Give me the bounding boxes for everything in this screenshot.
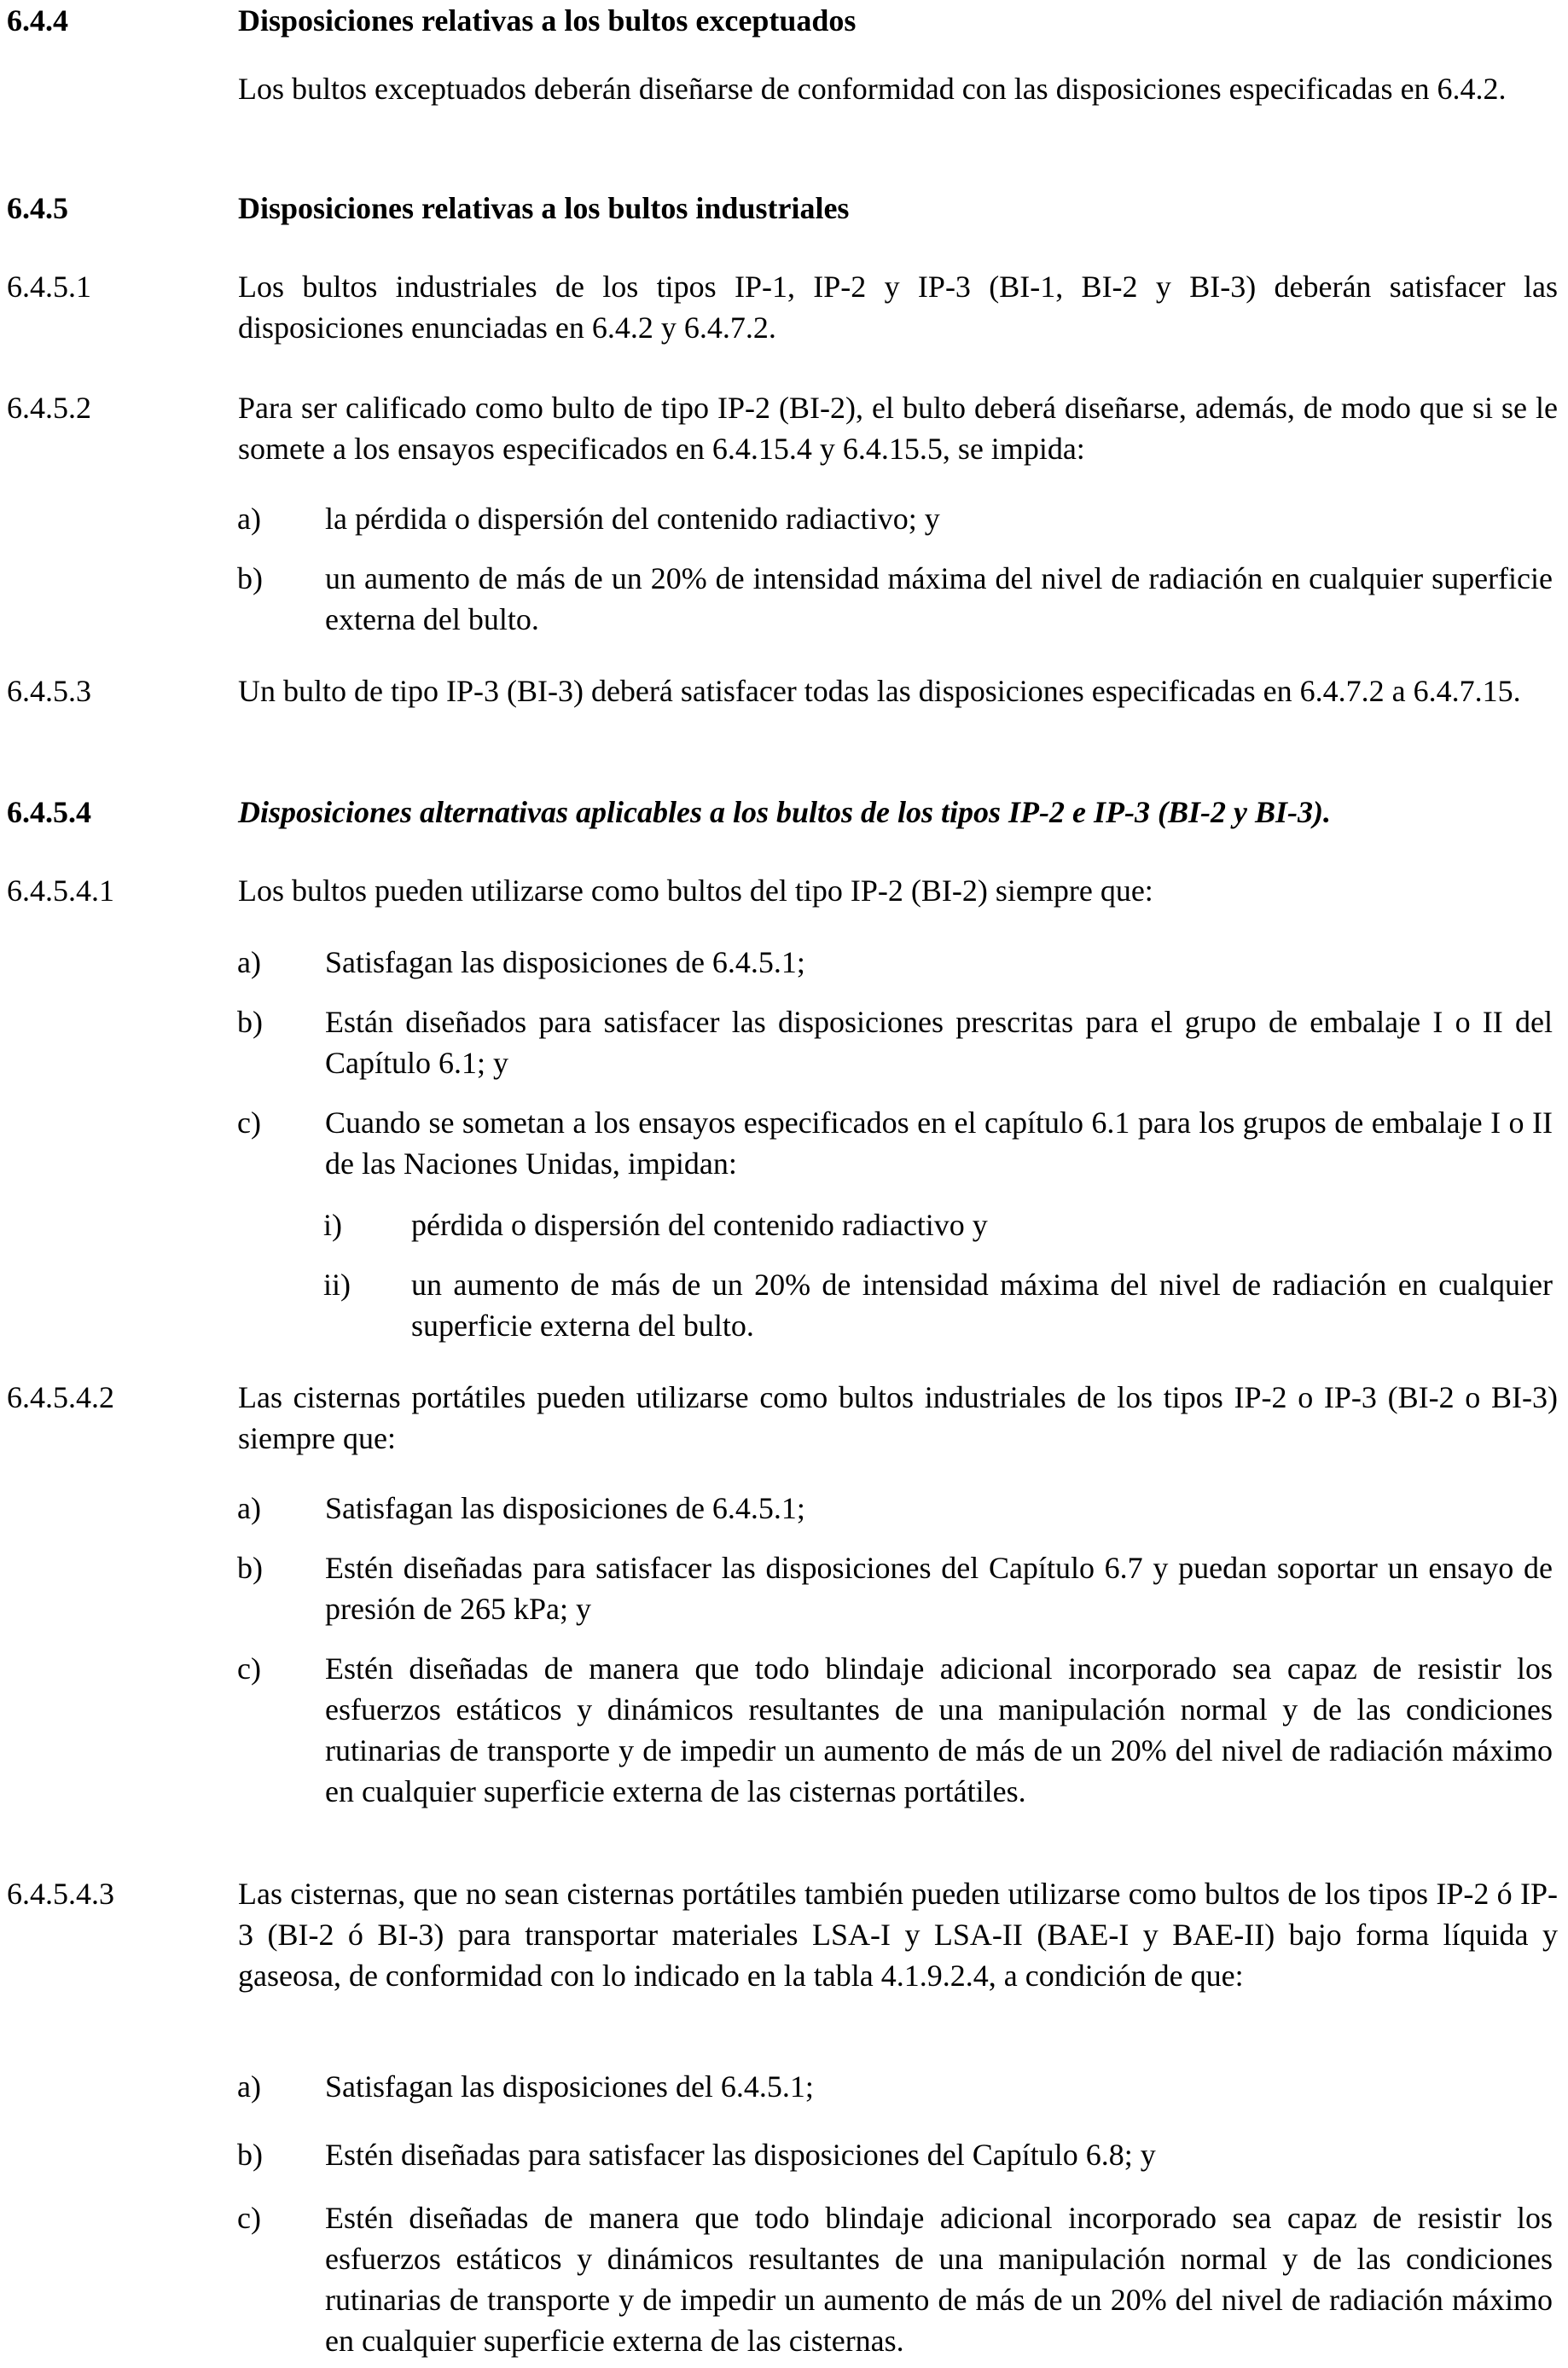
list-item-text: pérdida o dispersión del contenido radiactivo y [411, 1208, 988, 1242]
paragraph-6-4-5-4-1 [7, 870, 1559, 911]
list-marker: c) [237, 1106, 261, 1140]
list-item-text: Satisfagan las disposiciones de 6.4.5.1; [325, 1491, 805, 1525]
list-marker: i) [323, 1208, 342, 1242]
paragraph-6-4-5-4-2 [7, 1377, 1559, 1459]
paragraph-6-4-4 [7, 68, 1559, 109]
paragraph-text: Para ser calificado como bulto de tipo IP-2 (BI-2), el bulto deberá diseñarse, además, de modo que si se le somete a los ensayos especificados en 6.4.15.4 y 6.4.15.5, se impida: [238, 391, 1558, 466]
list-item-text: Estén diseñadas de manera que todo blindaje adicional incorporado sea capaz de resistir los esfuerzos estáticos y dinámicos resultantes de una manipulación normal y de las condiciones rutinarias de transporte y de impedir un aumento de más de un 20% del nivel de radiación máximo en cualquier superficie externa de las cisternas portátiles. [325, 1651, 1553, 1808]
list-marker: a) [237, 2069, 261, 2104]
section-heading-6-4-5-4 [7, 792, 1559, 833]
list-item [237, 1102, 1553, 1184]
paragraph-6-4-5-3 [7, 670, 1559, 711]
list-item-text: Estén diseñadas de manera que todo blindaje adicional incorporado sea capaz de resistir los esfuerzos estáticos y dinámicos resultantes de una manipulación normal y de las condiciones rutinarias de transporte y de impedir un aumento de más de un 20% del nivel de radiación máximo en cualquier superficie externa de las cisternas. [325, 2201, 1553, 2358]
section-heading-6-4-4 [7, 0, 1559, 41]
section-number: 6.4.5.1 [7, 270, 91, 304]
list-item [237, 1547, 1553, 1629]
list-item [237, 1648, 1553, 1812]
paragraph-text: Los bultos exceptuados deberán diseñarse de conformidad con las disposiciones especificadas en 6.4.2. [238, 72, 1507, 106]
section-title: Disposiciones relativas a los bultos exceptuados [238, 3, 857, 38]
list-item [237, 1488, 1553, 1529]
list-item [237, 942, 1553, 983]
section-number: 6.4.5.4.2 [7, 1380, 114, 1414]
list-item-text: Estén diseñadas para satisfacer las disposiciones del Capítulo 6.8; y [325, 2138, 1156, 2172]
list-item [237, 2197, 1553, 2361]
list-item-text: un aumento de más de un 20% de intensidad máxima del nivel de radiación en cualquier superficie externa del bulto. [411, 1268, 1553, 1343]
list-marker: a) [237, 1491, 261, 1525]
list-marker: b) [237, 2138, 263, 2172]
list-item [237, 2134, 1553, 2175]
section-number: 6.4.4 [7, 3, 68, 38]
list-item-text: Satisfagan las disposiciones de 6.4.5.1; [325, 945, 805, 979]
section-number: 6.4.5.3 [7, 674, 91, 708]
sub-list-item [323, 1264, 1553, 1346]
section-title: Disposiciones alternativas aplicables a los bultos de los tipos IP-2 e IP-3 (BI-2 y BI-3). [238, 795, 1331, 829]
list-item-text: la pérdida o dispersión del contenido radiactivo; y [325, 502, 940, 536]
section-number: 6.4.5.2 [7, 391, 91, 425]
paragraph-6-4-5-1 [7, 266, 1559, 348]
paragraph-6-4-5-2 [7, 387, 1559, 469]
list-marker: b) [237, 561, 263, 595]
section-title: Disposiciones relativas a los bultos industriales [238, 191, 850, 225]
list-item [237, 2066, 1553, 2107]
list-marker: a) [237, 502, 261, 536]
paragraph-text: Un bulto de tipo IP-3 (BI-3) deberá satisfacer todas las disposiciones especificadas en 6.4.7.2 a 6.4.7.15. [238, 674, 1521, 708]
paragraph-text: Los bultos pueden utilizarse como bultos del tipo IP-2 (BI-2) siempre que: [238, 873, 1153, 908]
list-item [237, 498, 1553, 539]
section-number: 6.4.5.4 [7, 795, 91, 829]
list-item [237, 558, 1553, 640]
section-heading-6-4-5 [7, 188, 1559, 229]
list-item-text: Cuando se sometan a los ensayos especificados en el capítulo 6.1 para los grupos de embalaje I o II de las Naciones Unidas, impidan: [325, 1106, 1553, 1181]
list-item-text: Están diseñados para satisfacer las disposiciones prescritas para el grupo de embalaje I o II del Capítulo 6.1; y [325, 1005, 1553, 1080]
list-marker: c) [237, 2201, 261, 2235]
list-marker: a) [237, 945, 261, 979]
section-number: 6.4.5.4.1 [7, 873, 114, 908]
paragraph-text: Los bultos industriales de los tipos IP-1, IP-2 y IP-3 (BI-1, BI-2 y BI-3) deberán satisfacer las disposiciones enunciadas en 6.4.2 y 6.4.7.2. [238, 270, 1558, 345]
list-item-text: Estén diseñadas para satisfacer las disposiciones del Capítulo 6.7 y puedan soportar un ensayo de presión de 265 kPa; y [325, 1551, 1553, 1626]
list-item-text: Satisfagan las disposiciones del 6.4.5.1; [325, 2069, 814, 2104]
section-number: 6.4.5.4.3 [7, 1877, 114, 1911]
list-item-text: un aumento de más de un 20% de intensidad máxima del nivel de radiación en cualquier superficie externa del bulto. [325, 561, 1553, 636]
list-marker: b) [237, 1005, 263, 1039]
section-number: 6.4.5 [7, 191, 68, 225]
paragraph-text: Las cisternas portátiles pueden utilizarse como bultos industriales de los tipos IP-2 o IP-3 (BI-2 o BI-3) siempre que: [238, 1380, 1558, 1455]
paragraph-text: Las cisternas, que no sean cisternas portátiles también pueden utilizarse como bultos de los tipos IP-2 ó IP-3 (BI-2 ó BI-3) para transportar materiales LSA-I y LSA-II (BAE-I y BAE-II) bajo forma líquida y gaseosa, de conformidad con lo indicado en la tabla 4.1.9.2.4, a condición de que: [238, 1877, 1558, 1993]
sub-list-item [323, 1204, 1553, 1245]
list-marker: ii) [323, 1268, 351, 1302]
paragraph-6-4-5-4-3 [7, 1873, 1559, 1996]
list-marker: b) [237, 1551, 263, 1585]
list-item [237, 1001, 1553, 1083]
list-marker: c) [237, 1651, 261, 1686]
